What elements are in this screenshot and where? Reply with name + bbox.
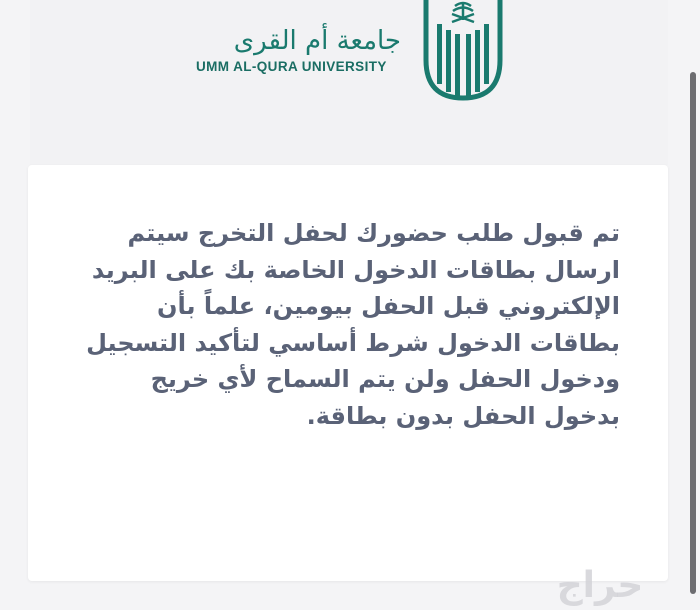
message-card	[28, 165, 668, 581]
logo-name-english: UMM AL-QURA UNIVERSITY	[196, 59, 387, 74]
logo-name-arabic: جامعة أم القرى	[233, 26, 401, 56]
haraj-watermark: حراج	[556, 565, 644, 606]
scrollbar[interactable]	[690, 72, 696, 594]
umm-al-qura-emblem-icon	[422, 0, 504, 102]
confirmation-message: تم قبول طلب حضورك لحفل التخرج سيتم ارسال بطاقات الدخول الخاصة بك على البريد الإلكتروني قبل الحفل بيومين، علماً بأن بطاقات الدخول شرط أساسي لتأكيد التسجيل ودخول الحفل ولن يتم السماح لأي خريج بدخول الحفل بدون بطاقة.	[86, 219, 620, 430]
university-logo	[196, 0, 511, 105]
header	[30, 0, 668, 165]
